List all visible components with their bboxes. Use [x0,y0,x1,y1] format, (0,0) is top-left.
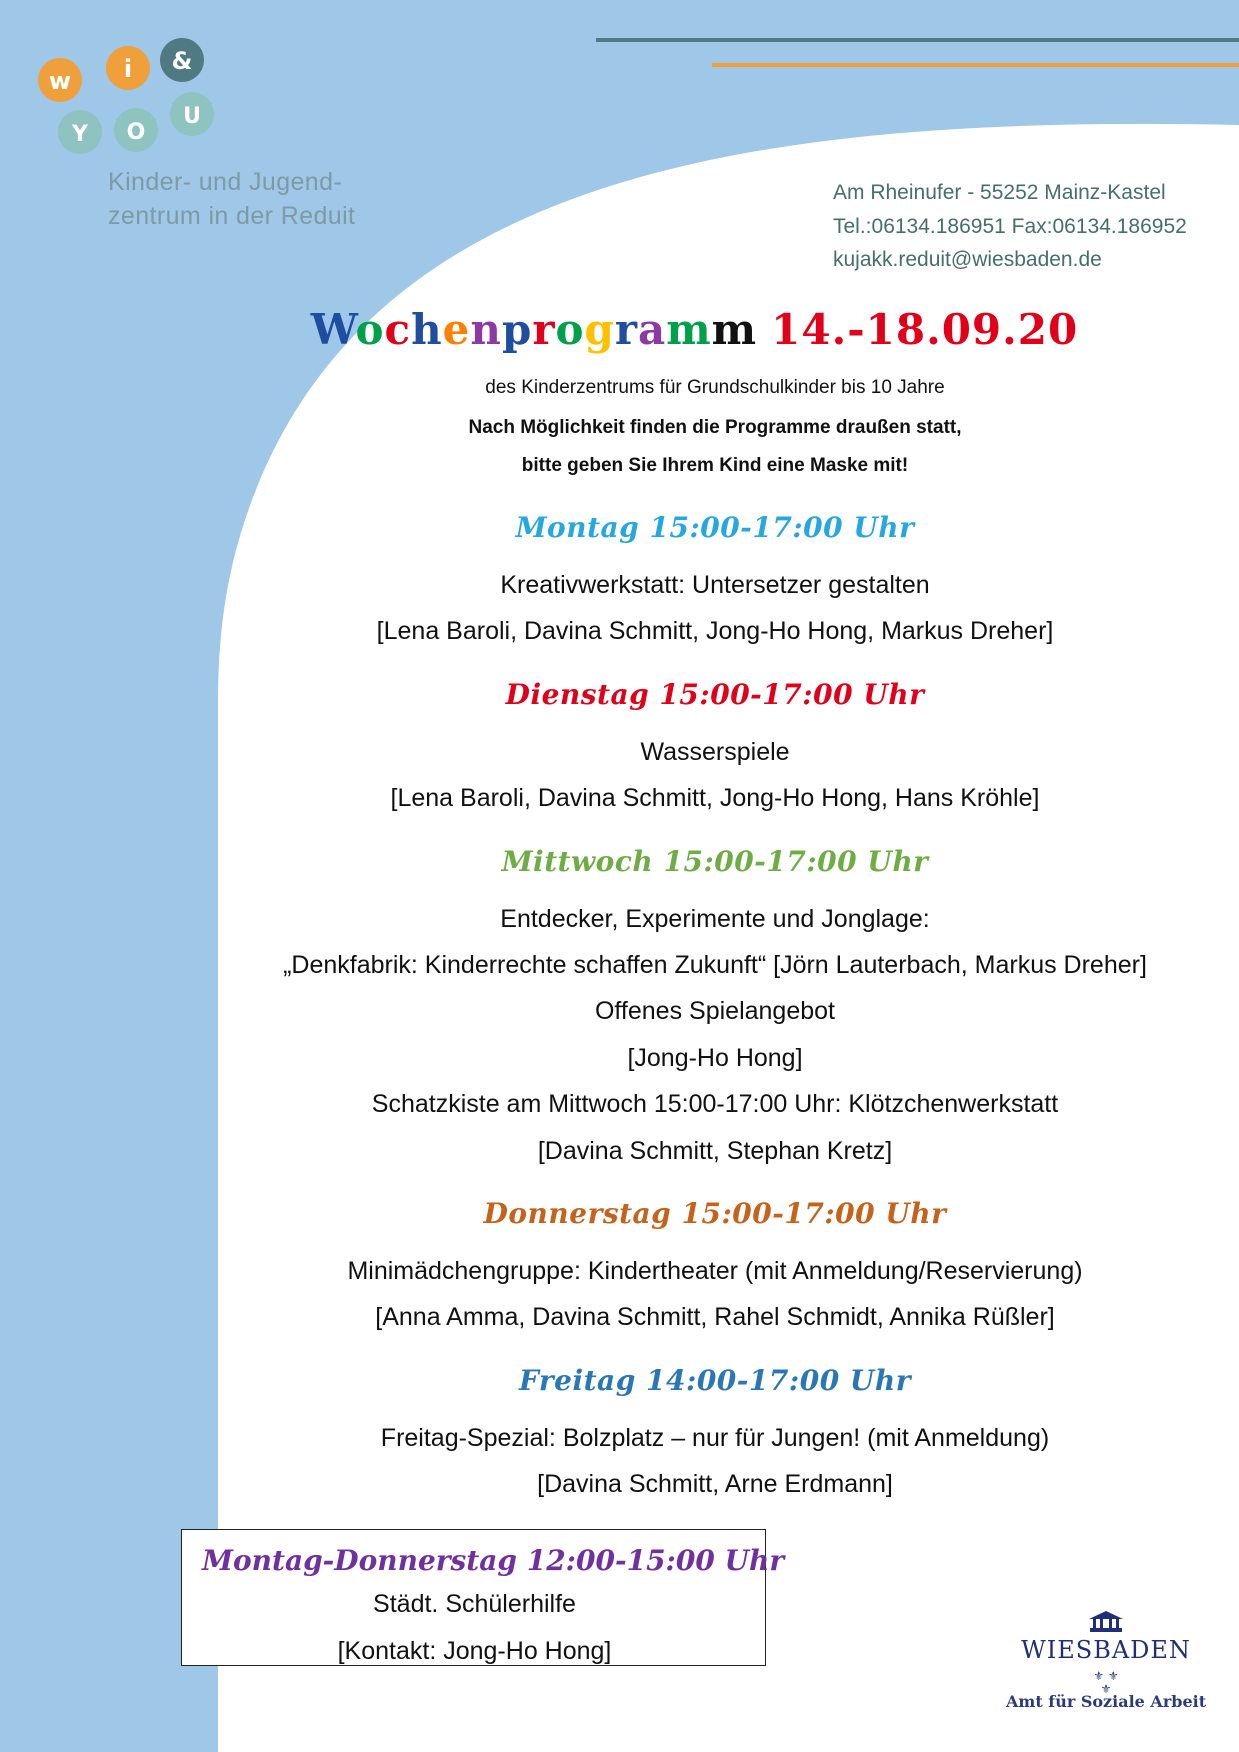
wiesbaden-department: Amt für Soziale Arbeit [1006,1692,1207,1711]
contact-email: kujakk.reduit@wiesbaden.de [833,248,1102,271]
monday-heading: Montag 15:00-17:00 Uhr [515,511,915,544]
box-heading: Montag-Donnerstag 12:00-15:00 Uhr [202,1544,785,1577]
svg-text:⚜: ⚜ [1100,1682,1112,1694]
thursday-heading: Donnerstag 15:00-17:00 Uhr [483,1197,947,1230]
tuesday-line: [Lena Baroli, Davina Schmitt, Jong-Ho Hong, Hans Kröhle] [390,784,1040,812]
title-letter: a [638,305,667,354]
title-letter: p [501,305,533,354]
friday-line: [Davina Schmitt, Arne Erdmann] [537,1470,893,1498]
title-letter: o [355,305,385,354]
title-letter: o [555,305,585,354]
svg-text:⚜ ⚜: ⚜ ⚜ [1093,1669,1119,1683]
contact-address: Am Rheinufer - 55252 Mainz-Kastel [833,181,1166,204]
wednesday-line: Entdecker, Experimente und Jonglage: [500,905,930,933]
wednesday-line: „Denkfabrik: Kinderrechte schaffen Zukunft“ [Jörn Lauterbach, Markus Dreher] [283,951,1147,979]
title-date: 14.-18.09.20 [771,305,1079,354]
title-letter: h [411,305,443,354]
decorative-line-orange [712,63,1239,67]
homework-help-box [181,1529,785,1666]
logo-letter: Y [72,122,88,147]
title-letter: m [666,305,712,354]
logo-letter: & [171,47,193,75]
intro-line2: Nach Möglichkeit finden die Programme draußen statt, [468,417,962,438]
wednesday-line: [Davina Schmitt, Stephan Kretz] [537,1137,893,1165]
monday-line: Kreativwerkstatt: Untersetzer gestalten [500,571,930,599]
contact-phone-fax: Tel.:06134.186951 Fax:06134.186952 [833,215,1187,238]
logo-letter: U [183,104,201,129]
page-title [0,305,1239,354]
logo-letter: O [126,120,146,145]
thursday-line: [Anna Amma, Davina Schmitt, Rahel Schmidt, Annika Rüßler] [375,1303,1055,1331]
wiesbaden-logo [1006,1610,1206,1711]
intro-line3: bitte geben Sie Ihrem Kind eine Maske mit! [521,455,909,476]
title-word [311,305,757,354]
building-icon [1086,1610,1126,1634]
title-letter: W [310,305,356,354]
wiesbaden-name: WIESBADEN [1021,1636,1191,1664]
wednesday-line: Offenes Spielangebot [594,997,835,1025]
title-letter: r [614,305,638,354]
wednesday-heading: Mittwoch 15:00-17:00 Uhr [501,845,929,878]
title-letter: r [532,305,556,354]
logo-letter: i [123,55,133,83]
logo-subtitle-line2: zentrum in der Reduit [108,202,356,230]
title-letter: g [584,305,615,354]
logo-letter: w [48,67,72,95]
tuesday-line: Wasserspiele [640,738,790,766]
lily-icon [1091,1668,1121,1694]
monday-line: [Lena Baroli, Davina Schmitt, Jong-Ho Hong, Markus Dreher] [376,617,1054,645]
tuesday-heading: Dienstag 15:00-17:00 Uhr [505,678,925,711]
title-letter: c [384,305,412,354]
friday-line: Freitag-Spezial: Bolzplatz – nur für Jungen! (mit Anmeldung) [380,1424,1050,1452]
title-letter: m [711,305,758,354]
box-line2: [Kontakt: Jong-Ho Hong] [337,1637,612,1665]
friday-heading: Freitag 14:00-17:00 Uhr [519,1364,911,1397]
intro-line1: des Kinderzentrums für Grundschulkinder bis 10 Jahre [485,377,945,398]
thursday-line: Minimädchengruppe: Kindertheater (mit Anmeldung/Reservierung) [347,1257,1083,1285]
title-letter: n [470,305,502,354]
logo-subtitle-line1: Kinder- und Jugend- [108,168,343,196]
decorative-line-teal [596,38,1239,42]
wednesday-line: [Jong-Ho Hong] [627,1044,803,1072]
box-line1: Städt. Schülerhilfe [373,1590,576,1618]
title-letter: e [442,305,471,354]
wednesday-line: Schatzkiste am Mittwoch 15:00-17:00 Uhr: Klötzchenwerkstatt [371,1090,1059,1118]
wi-and-you-logo [36,34,226,176]
